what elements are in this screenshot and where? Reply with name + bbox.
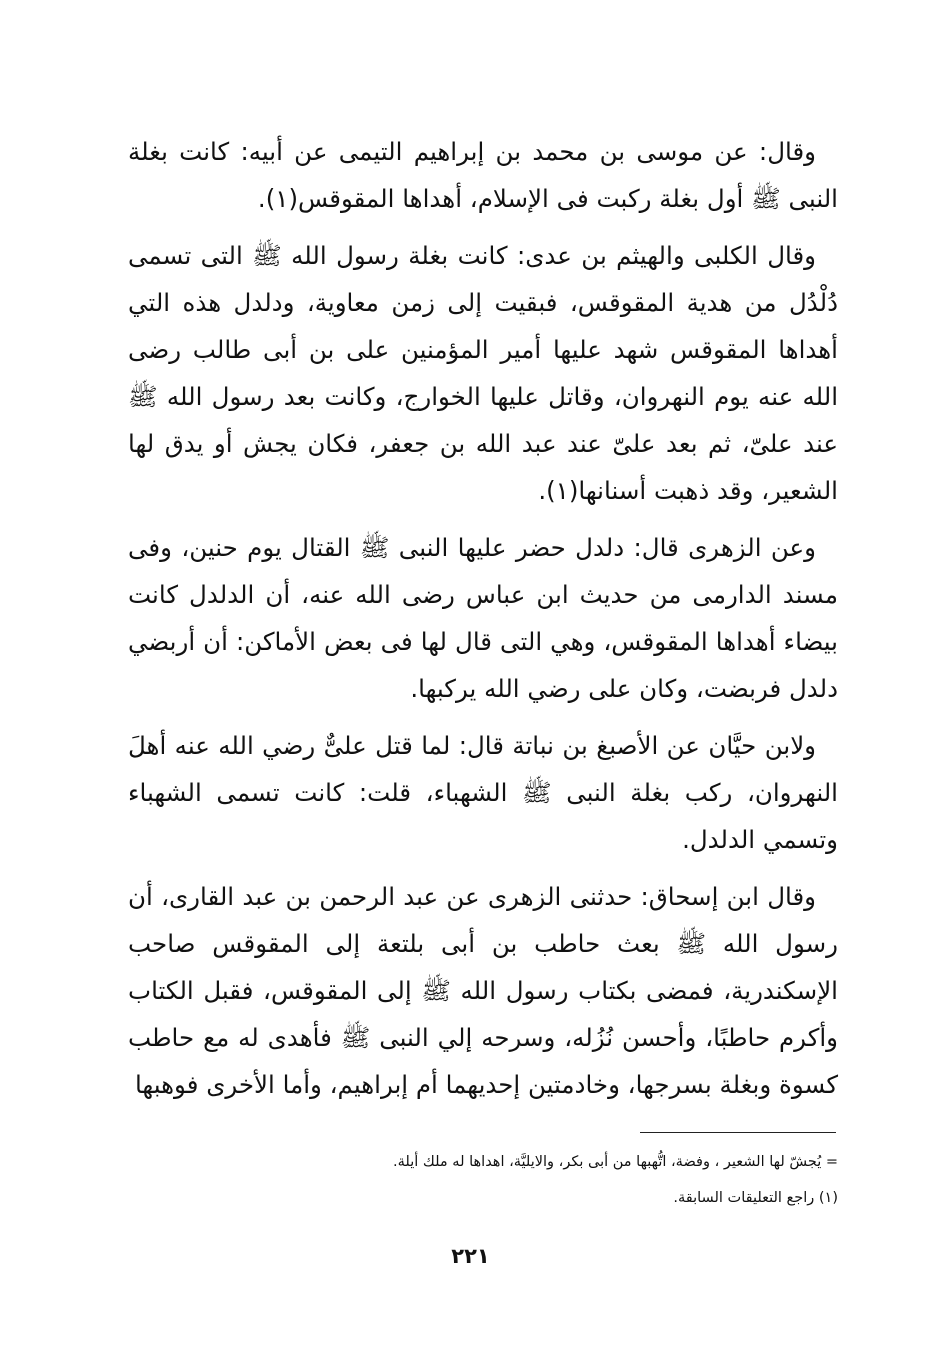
footnote-separator	[640, 1132, 836, 1133]
paragraph-4: ولابن حيَّان عن الأصبغ بن نباتة قال: لما قتل علىٌّ رضي الله عنه أهلَ النهروان، ركب بغلة النبى ﷺ الشهباء، قلت: كانت تسمى الشهباء وتسمي الدلدل.	[128, 731, 838, 854]
footnotes	[128, 1144, 838, 1216]
paragraph-3: وعن الزهرى قال: دلدل حضر عليها النبى ﷺ القتال يوم حنين، وفى مسند الدارمى من حديث ابن عباس رضى الله عنه، أن الدلدل كانت بيضاء أهداها المقوقس، وهي التى قال لها فى بعض الأماكن: أن أربضي دلدل فربضت، وكان على رضي الله يركبها.	[128, 533, 838, 703]
footnote-1: (١) راجع التعليقات السابقة.	[673, 1190, 838, 1206]
main-text	[128, 128, 838, 1108]
footnote-continuation: = يُجشّ لها الشعير ، وفضة، اتُّهبها من أبى بكر، والايليَّة، اهداها له ملك أيلة.	[393, 1154, 838, 1170]
paragraph-5: وقال ابن إسحاق: حدثنى الزهرى عن عبد الرحمن بن عبد القارى، أن رسول الله ﷺ بعث حاطب بن أبى بلتعة إلى المقوقس صاحب الإسكندرية، فمضى بكتاب رسول الله ﷺ إلى المقوقس، فقبل الكتاب وأكرم حاطبًا، وأحسن نُزُله، وسرحه إلي النبى ﷺ فأهدى له مع حاطب كسوة وبغلة بسرجها، وخادمتين إحديهما أم إبراهيم، وأما الأخرى فوهبها	[128, 882, 838, 1099]
page-number: ٢٢١	[451, 1244, 490, 1268]
paragraph-2: وقال الكلبى والهيثم بن عدى: كانت بغلة رسول الله ﷺ التى تسمى دُلْدُل من هدية المقوقس، فبقيت إلى زمن معاوية، ودلدل هذه التي أهداها المقوقس شهد عليها أمير المؤمنين على بن أبى طالب رضى الله عنه يوم النهروان، وقاتل عليها الخوارج، وكانت بعد رسول الله ﷺ عند علىّ، ثم بعد علىّ عند عبد الله بن جعفر، فكان يجش أو يدق لها الشعير، وقد ذهبت أسنانها(١).	[128, 241, 838, 505]
paragraph-1: وقال: عن موسى بن محمد بن إبراهيم التيمى عن أبيه: كانت بغلة النبى ﷺ أول بغلة ركبت فى الإسلام، أهداها المقوقس(١).	[128, 137, 838, 213]
